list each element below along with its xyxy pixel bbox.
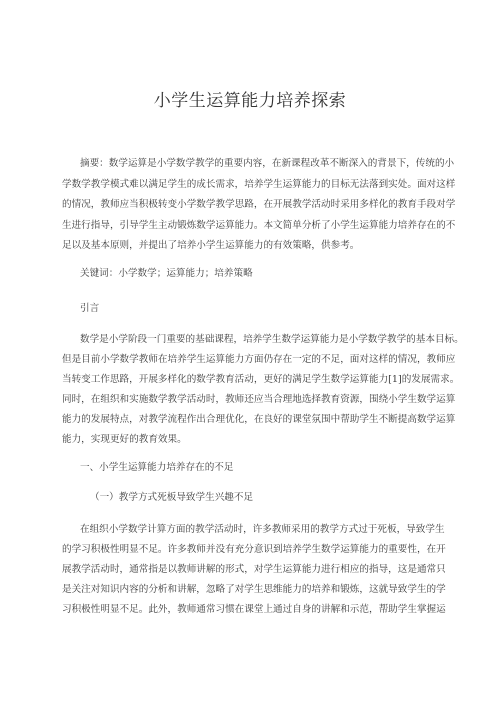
intro-line: 当转变工作思路，开展多样化的数学教育活动，更好的满足学生数学运算能力[1]的发展需求。: [62, 374, 460, 385]
abstract-line: 学数学教学模式难以满足学生的成长需求，培养学生运算能力的目标无法落到实处。面对这样: [62, 179, 456, 190]
section-body-line: 习积极性明显不足。此外，教师通常习惯在课堂上通过自身的讲解和示范，帮助学生掌握运: [62, 604, 446, 615]
intro-line: 数学是小学阶段一门重要的基础课程，培养学生数学运算能力是小学数学教学的基本目标。: [80, 334, 464, 345]
subsection-heading: （一）教学方式死板导致学生兴趣不足: [90, 492, 254, 503]
intro-heading: 引言: [80, 303, 100, 314]
section-body-line: 在组织小学数学计算方面的教学活动时，许多教师采用的教学方式过于死板，导致学生: [80, 524, 445, 535]
intro-line: 但是目前小学数学教师在培养学生运算能力方面仍存在一定的不足，面对这样的情况，教师应: [62, 354, 456, 365]
section-body-line: 的学习积极性明显不足。许多教师并没有充分意识到培养学生数学运算能力的重要性，在开: [62, 544, 446, 555]
page-title: 小学生运算能力培养探索: [153, 91, 347, 111]
abstract-line: 的情况，教师应当积极转变小学数学教学思路，在开展教学活动时采用多样化的教育手段对学: [62, 199, 456, 210]
intro-line: 同时，在组织和实施数学教学活动时，教师还应当合理地选择教育资源，围绕小学生数学运算: [62, 394, 456, 405]
section-body-line: 展教学活动时，通常指是以教师讲解的形式，对学生运算能力进行相应的指导，这是通常只: [62, 564, 446, 575]
abstract-line: 生进行指导，引导学生主动锻炼数学运算能力。本文简单分析了小学生运算能力培养存在的不: [62, 220, 456, 231]
section-heading: 一、小学生运算能力培养存在的不足: [80, 462, 234, 473]
intro-line: 能力，实现更好的教育效果。: [62, 434, 187, 445]
section-body-line: 是关注对知识内容的分析和讲解，忽略了对学生思维能力的培养和锻炼，这就导致学生的学: [62, 584, 446, 595]
abstract-line: 足以及基本原则，并提出了培养小学生运算能力的有效策略，供参考。: [62, 240, 360, 251]
abstract-line: 摘要：数学运算是小学数学教学的重要内容，在新课程改革不断深入的背景下，传统的小: [80, 158, 455, 169]
intro-line: 能力的发展特点，对教学流程作出合理优化，在良好的课堂氛围中帮助学生不断提高数学运算: [62, 414, 456, 425]
keywords: 关键词：小学数学；运算能力；培养策略: [80, 268, 253, 279]
